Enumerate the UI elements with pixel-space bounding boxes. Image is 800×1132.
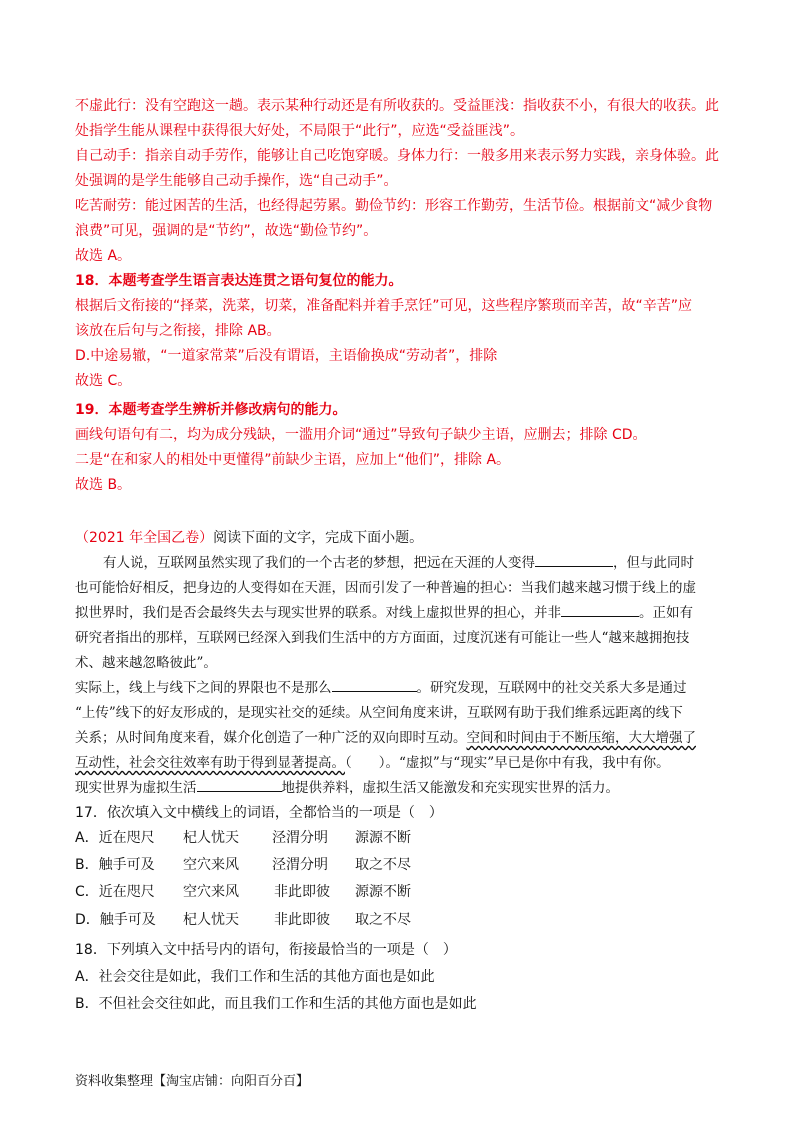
answer-q17-line-1: 不虚此行：没有空跑这一趟。表示某种行动还是有所收获的。受益匪浅：指收获不小，有很大的收获。此 (75, 98, 719, 114)
answer-q19-line-1: 画线句语句有二，均为成分残缺，一滥用介词“通过”导致句子缺少主语，应删去；排除 CD。 (75, 427, 647, 443)
blank-1 (535, 552, 613, 567)
answer-q17-line-3: 自己动手：指亲自动手劳作，能够让自己吃饱穿暖。身体力行：一般多用来表示努力实践，亲身体验。此 (75, 148, 719, 164)
underlined-sentence-part-2: 互动性，社会交往效率有助于得到显著提高。 (75, 755, 345, 771)
passage-p2-line-3: 关系；从时间角度来看，媒介化创造了一种广泛的双向即时互动。空间和时间由于不断压缩，大大增强了 (75, 730, 696, 746)
answer-q18-line-3: D.中途易辙，“一道家常菜”后没有谓语，主语偷换成“劳动者”，排除 (75, 348, 498, 364)
passage-p1-line-5: 术、越来越忽略彼此”。 (75, 655, 217, 671)
answer-q19-conclusion: 故选 B。 (75, 477, 132, 493)
answer-q17-line-6: 浪费”可见，强调的是“节约”，故选“勤俭节约”。 (75, 223, 378, 239)
passage-p2-line-1: 实际上，线上与线下之间的界限也不是那么 。研究发现，互联网中的社交关系大多是通过 (75, 676, 735, 701)
q18-option-a[interactable]: A．社会交往是如此，我们工作和生活的其他方面也是如此 (75, 969, 435, 985)
answer-q19-line-2: 二是“在和家人的相处中更懂得”前缺少主语，应加上“他们”，排除 A。 (75, 452, 511, 468)
answer-q17-line-5: 吃苦耐劳：能过困苦的生活，也经得起劳累。勤俭节约：形容工作勤劳，生活节俭。根据前文“减少食物 (75, 198, 713, 214)
passage-source: （2021 年全国乙卷） (75, 530, 214, 546)
answer-q18-line-2: 该放在后句与之衔接，排除 AB。 (75, 323, 281, 339)
q18-option-b[interactable]: B．不但社会交往如此，而且我们工作和生活的其他方面也是如此 (75, 996, 477, 1012)
answer-q18-conclusion: 故选 C。 (75, 373, 132, 389)
passage-p1-line-1: 有人说，互联网虽然实现了我们的一个古老的梦想，把远在天涯的人变得 ，但与此同时 (103, 551, 743, 576)
passage-p2-line-4: 互动性，社会交往效率有助于得到显著提高。（ ）。“虚拟”与“现实”早已是你中有我，我中有你。 (75, 755, 670, 771)
passage-p1-line-4: 研究者指出的那样，互联网已经深入到我们生活中的方方面面，过度沉迷有可能让一些人“越来越拥抱技 (75, 630, 690, 646)
answer-q17-line-4: 处强调的是学生能够自己动手操作，选“自己动手”。 (75, 173, 398, 189)
blank-3 (332, 677, 417, 692)
passage-intro: 阅读下面的文字，完成下面小题。 (213, 530, 424, 546)
passage-p1-line-3: 拟世界时，我们是否会最终失去与现实世界的联系。对线上虚拟世界的担心，并非 。正如有 (75, 601, 735, 626)
answer-q17-conclusion: 故选 A。 (75, 248, 132, 264)
answer-q18-heading: 18．本题考查学生语言表达连贯之语句复位的能力。 (75, 273, 403, 289)
passage-header (75, 526, 735, 551)
underlined-sentence-part-1: 空间和时间由于不断压缩，大大增强了 (466, 730, 696, 746)
page-footer: 资料收集整理【淘宝店铺：向阳百分百】 (75, 1074, 310, 1089)
blank-2 (561, 602, 639, 617)
question-17: 17．依次填入文中横线上的词语，全都恰当的一项是（ ） (75, 805, 443, 821)
answer-q17-line-2: 处指学生能从课程中获得很大好处，不局限于“此行”，应选“受益匪浅”。 (75, 123, 525, 139)
passage-p2-line-5: 现实世界为虚拟生活 地提供养料，虚拟生活又能激发和充实现实世界的活力。 (75, 776, 735, 801)
answer-q19-heading: 19．本题考查学生辨析并修改病句的能力。 (75, 402, 347, 418)
answer-q18-line-1: 根据后文衔接的“择菜，洗菜，切菜，准备配料并着手烹饪”可见，这些程序繁琐而辛苦，故“辛苦”应 (75, 298, 693, 314)
document-page: 不虚此行：没有空跑这一趟。表示某种行动还是有所收获的。受益匪浅：指收获不小，有很大的收获。此 处指学生能从课程中获得很大好处，不局限于“此行”，应选“受益匪浅”。 自己动手：指亲自动手劳作，能够让自己吃饱穿暖。身体力行：一般多用来表示努力实践，亲身体验。此 处强调的是学生能够自己动手操作，选“自己动手”。 吃苦耐劳：能过困苦的生活，也经得起劳累。勤俭节约：形容工作勤劳，生活节俭。根据前文“减少食物 浪费”可见，强调的是“节约”，故选“勤俭节约”。 故选 A。 18．本题考查学生语言表达连贯之语句复位的能力。 根据后文衔接的“择菜，洗菜，切菜，准备配料并着手烹饪”可见，这些程序繁琐而辛苦，故“辛苦”应 该放在后句与之衔接，排除 AB。 D.中途易辙，“一道家常菜”后没有谓语，主语偷换成“劳动者”，排除 故选 C。 19．本题考查学生辨析并修改病句的能力。 画线句语句有二，均为成分残缺，一滥用介词“通过”导致句子缺少主语，应删去；排除 CD。 二是“在和家人的相处中更懂得”前缺少主语，应加上“他们”，排除 A。 故选 B。 （2021 年全国乙卷）阅读下面的文字，完成下面小题。 有人说，互联网虽然实现了我们的一个古老的梦想，把远在天涯的人变得 ，但与此同时 也可能恰好相反，把身边的人变得如在天涯，因而引发了一种普遍的担心：当我们越来越习惯于线上的虚 拟世界时，我们是否会最终失去与现实世界的联系。对线上虚拟世界的担心，并非 。正如有 研究者指出的那样，互联网已经深入到我们生活中的方方面面，过度沉迷有可能让一些人“越来越拥抱技 术、越来越忽略彼此”。 实际上，线上与线下之间的界限也不是那么 。研究发现，互联网中的社交关系大多是通过 “上传”线下的好友形成的，是现实社交的延续。从空间角度来讲，互联网有助于我们维系远距离的线下 关系；从时间角度来看，媒介化创造了一种广泛的双向即时互动。空间和时间由于不断压缩，大大增强了 互动性，社会交往效率有助于得到显著提高。（ ）。“虚拟”与“现实”早已是你中有我，我中有你。 现实世界为虚拟生活 地提供养料，虚拟生活又能激发和充实现实世界的活力。 17．依次填入文中横线上的词语，全都恰当的一项是（ ） A．近在咫尺 杞人忧天 泾渭分明 源源不断 B．触手可及 空穴来风 泾渭分明 取之不尽 C．近在咫尺 空穴来风 非此即彼 源源不断 D．触手可及 杞人忧天 非此即彼 取之不尽 18．下列填入文中括号内的语句，衔接最恰当的一项是（ ） A．社会交往是如此，我们工作和生活的其他方面也是如此 B．不但社会交往如此，而且我们工作和生活的其他方面也是如此 资料收集整理【淘宝店铺：向阳百分百】 (0, 0, 800, 1132)
passage-p1-line-2: 也可能恰好相反，把身边的人变得如在天涯，因而引发了一种普遍的担心：当我们越来越习惯于线上的虚 (75, 580, 696, 596)
question-18: 18．下列填入文中括号内的语句，衔接最恰当的一项是（ ） (75, 942, 457, 958)
passage-p2-line-2: “上传”线下的好友形成的，是现实社交的延续。从空间角度来讲，互联网有助于我们维系远距离的线下 (75, 705, 683, 721)
blank-4 (197, 777, 282, 792)
